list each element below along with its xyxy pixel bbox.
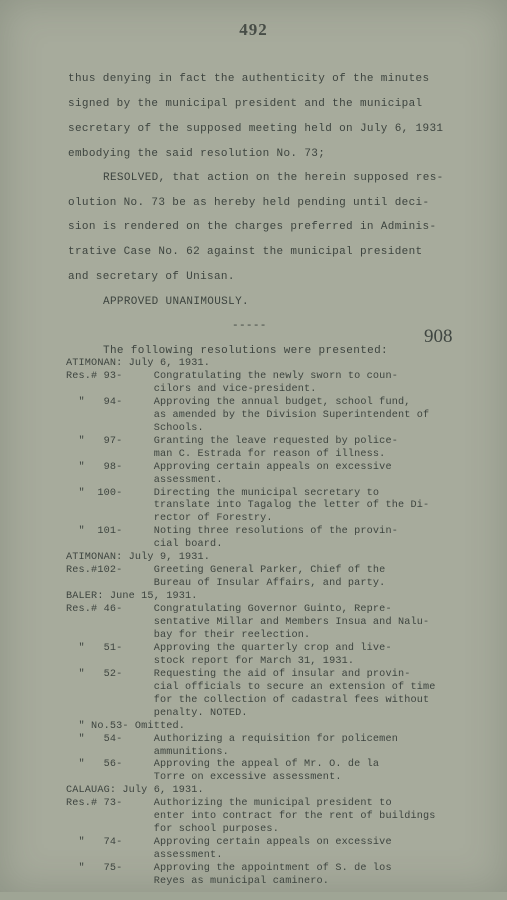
- resolution-line: bay for their reelection.: [66, 629, 311, 641]
- resolution-line: ATIMONAN: July 6, 1931.: [66, 358, 211, 369]
- text-line: sion is rendered on the charges preferred in Adminis-: [68, 221, 437, 233]
- resolution-line: cial officials to secure an extension of time: [66, 681, 436, 693]
- text-line: RESOLVED, that action on the herein supposed res-: [103, 172, 444, 184]
- resolution-line: " 100- Directing the municipal secretary to: [66, 487, 380, 499]
- text-line: thus denying in fact the authenticity of the minutes: [68, 73, 430, 85]
- resolution-line: " 51- Approving the quarterly crop and live-: [66, 642, 392, 654]
- page-number: 492: [239, 20, 268, 39]
- resolution-line: rector of Forestry.: [66, 513, 273, 525]
- resolution-line: Res.# 93- Congratulating the newly sworn to coun-: [66, 370, 398, 382]
- resolution-line: " 98- Approving certain appeals on excessive: [66, 461, 392, 473]
- text-line: -----: [232, 320, 267, 332]
- text-line: secretary of the supposed meeting held on July 6, 1931: [68, 123, 444, 135]
- text-line: trative Case No. 62 against the municipal president: [68, 246, 423, 258]
- resolution-line: penalty. NOTED.: [66, 707, 248, 719]
- resolution-line: for the collection of cadastral fees without: [66, 694, 430, 706]
- resolution-line: man C. Estrada for reason of illness.: [66, 448, 386, 460]
- resolution-line: enter into contract for the rent of buildings: [66, 811, 436, 823]
- resolution-line: Reyes as municipal caminero.: [66, 876, 330, 887]
- resolution-line: Res.# 46- Congratulating Governor Guinto, Repre-: [66, 604, 392, 616]
- resolution-line: " No.53- Omitted.: [66, 720, 186, 732]
- resolution-line: Bureau of Insular Affairs, and party.: [66, 578, 386, 590]
- text-line: olution No. 73 be as hereby held pending until deci-: [68, 197, 430, 209]
- resolution-line: assessment.: [66, 474, 223, 486]
- reference-number: 908: [424, 326, 453, 347]
- resolution-line: CALAUAG: July 6, 1931.: [66, 785, 204, 797]
- text-line: The following resolutions were presented:: [103, 345, 388, 357]
- resolution-line: " 94- Approving the annual budget, school fund,: [66, 396, 411, 408]
- resolution-line: " 56- Approving the appeal of Mr. O. de la: [66, 759, 380, 771]
- resolution-line: Schools.: [66, 422, 204, 434]
- text-line: APPROVED UNANIMOUSLY.: [103, 296, 249, 308]
- resolution-line: " 97- Granting the leave requested by police-: [66, 435, 398, 447]
- resolution-line: as amended by the Division Superintendent of: [66, 409, 430, 421]
- resolution-line: assessment.: [66, 850, 223, 862]
- resolution-line: cial board.: [66, 539, 223, 551]
- text-line: embodying the said resolution No. 73;: [68, 148, 326, 160]
- resolution-line: Res.# 73- Authorizing the municipal president to: [66, 798, 392, 810]
- text-line: and secretary of Unisan.: [68, 271, 235, 283]
- resolution-line: translate into Tagalog the letter of the Di-: [66, 500, 430, 512]
- resolution-line: for school purposes.: [66, 824, 279, 836]
- resolution-line: stock report for March 31, 1931.: [66, 655, 355, 667]
- resolution-line: sentative Millar and Members Insua and Nalu-: [66, 617, 430, 628]
- text-line: signed by the municipal president and the municipal: [68, 98, 423, 110]
- resolution-line: BALER: June 15, 1931.: [66, 591, 198, 603]
- resolution-line: " 54- Authorizing a requisition for policemen: [66, 733, 398, 745]
- resolution-line: Res.#102- Greeting General Parker, Chief of the: [66, 565, 386, 577]
- resolution-line: ATIMONAN: July 9, 1931.: [66, 552, 211, 564]
- resolution-line: Torre on excessive assessment.: [66, 772, 342, 784]
- resolution-line: " 74- Approving certain appeals on excessive: [66, 837, 392, 849]
- resolution-line: " 101- Noting three resolutions of the provin-: [66, 526, 398, 538]
- resolution-line: ammunitions.: [66, 746, 229, 758]
- resolution-line: " 75- Approving the appointment of S. de los: [66, 863, 392, 875]
- resolution-line: cilors and vice-president.: [66, 383, 317, 395]
- resolution-line: " 52- Requesting the aid of insular and provin-: [66, 668, 411, 680]
